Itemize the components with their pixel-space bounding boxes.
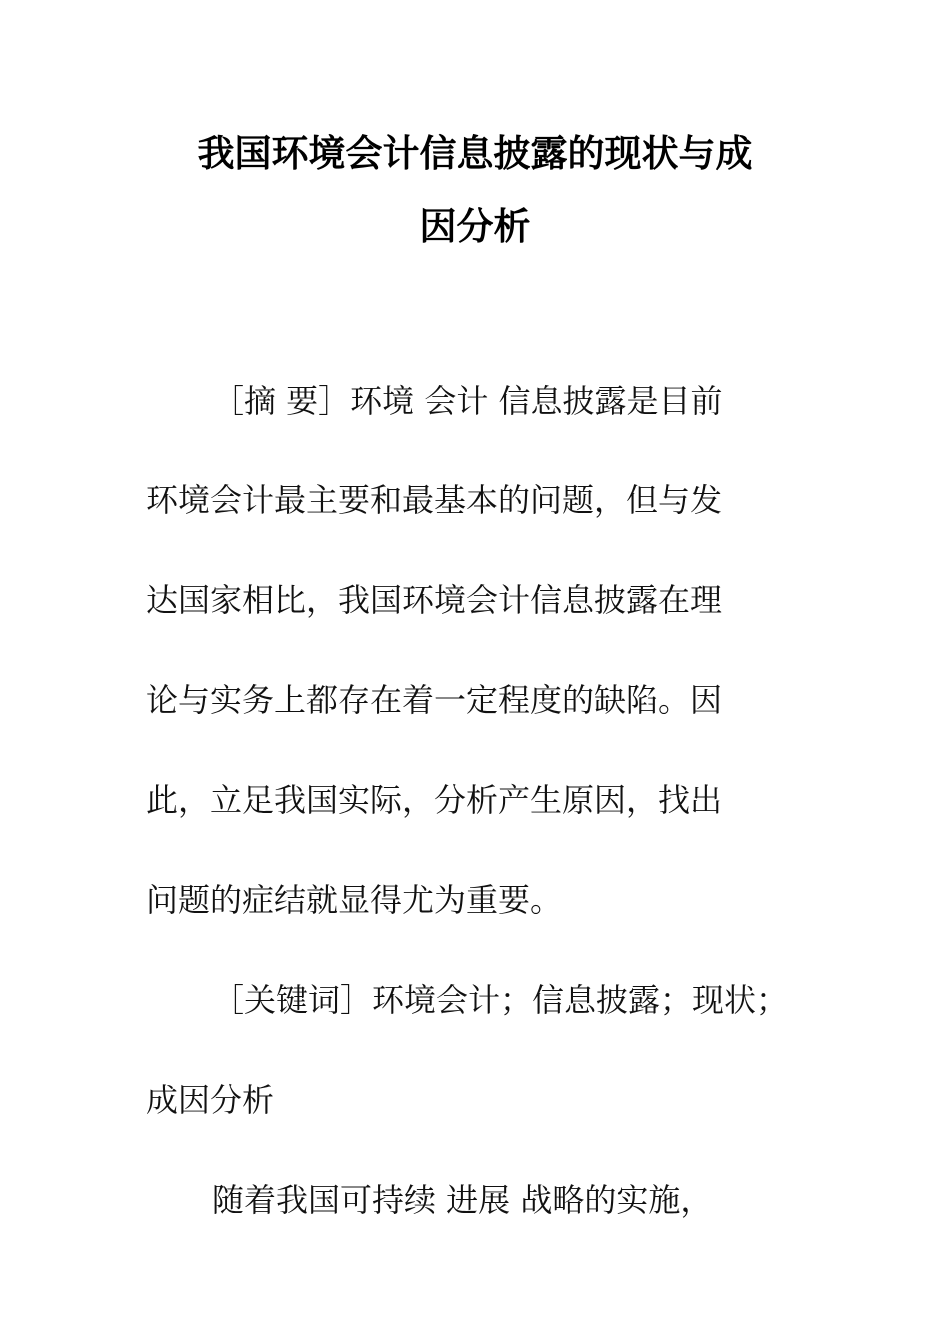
abstract-line-1: ［摘 要］环境 会计 信息披露是目前 xyxy=(212,382,723,420)
keywords-line-2: 成因分析 xyxy=(146,1081,275,1119)
abstract-line-6: 问题的症结就显得尤为重要。 xyxy=(146,881,563,919)
abstract-line-5: 此，立足我国实际，分析产生原因，找出 xyxy=(146,781,723,819)
abstract-line-3: 达国家相比，我国环境会计信息披露在理 xyxy=(146,581,723,619)
keywords-line-1: ［关键词］环境会计；信息披露；现状； xyxy=(212,981,789,1019)
abstract-line-2: 环境会计最主要和最基本的问题，但与发 xyxy=(146,481,723,519)
body-line-1: 随着我国可持续 进展 战略的实施， xyxy=(212,1181,713,1219)
title-line-2: 因分析 xyxy=(419,205,531,248)
title-line-1: 我国环境会计信息披露的现状与成 xyxy=(197,132,753,175)
abstract-line-4: 论与实务上都存在着一定程度的缺陷。因 xyxy=(146,681,723,719)
